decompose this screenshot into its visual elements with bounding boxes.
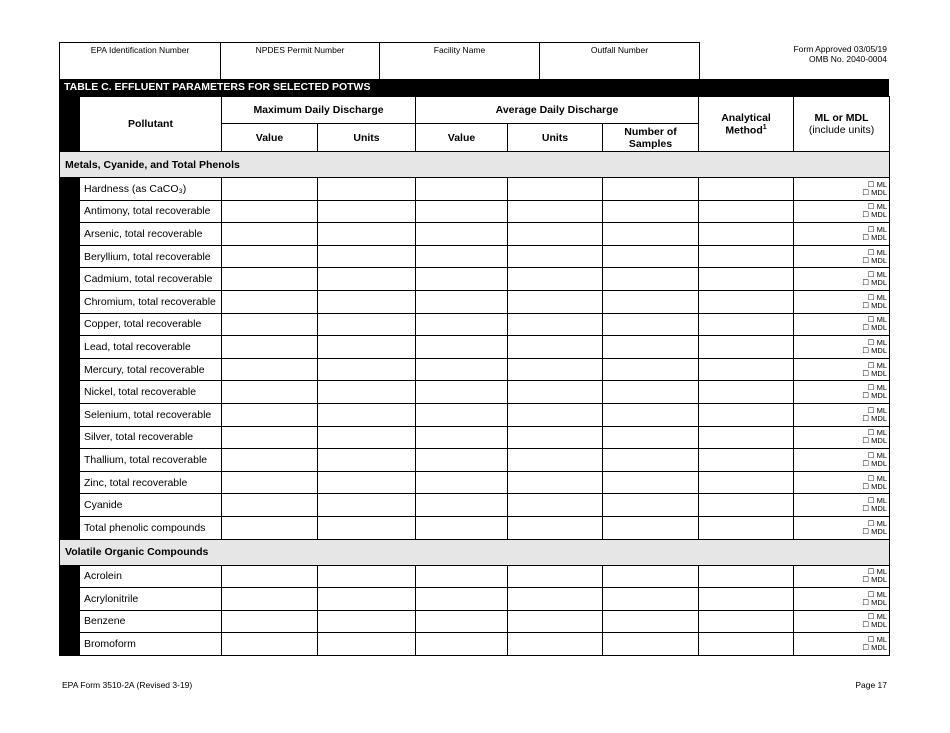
avg-units-cell[interactable] [508, 200, 603, 223]
table-row [60, 449, 890, 472]
avg-units-cell[interactable] [508, 471, 603, 494]
pollutant-name: Nickel, total recoverable [80, 381, 222, 404]
avg-units-cell[interactable] [508, 588, 603, 611]
pollutant-name: Acrolein [80, 565, 222, 588]
facility-name-field[interactable] [380, 43, 540, 80]
max-value-cell[interactable] [222, 565, 318, 588]
table-row [60, 200, 890, 223]
npdes-permit-label: NPDES Permit Number [255, 45, 345, 55]
max-value-cell[interactable] [222, 223, 318, 246]
max-units-cell[interactable] [318, 471, 416, 494]
ml-mdl-cell [794, 588, 890, 611]
mdl-checkbox[interactable]: ☐ MDL [862, 575, 888, 585]
pollutant-name: Antimony, total recoverable [80, 200, 222, 223]
ml-mdl-cell [794, 565, 890, 588]
ml-mdl-cell [794, 178, 890, 201]
analytical-method-cell[interactable] [699, 610, 794, 633]
num-samples-header [603, 124, 699, 152]
num-samples-cell[interactable] [603, 494, 699, 517]
mdl-checkbox[interactable]: ☐ MDL [862, 300, 888, 310]
pollutant-name: Chromium, total recoverable [80, 290, 222, 313]
num-samples-cell[interactable] [603, 449, 699, 472]
ml-checkbox[interactable]: ☐ ML [867, 337, 888, 347]
table-row [60, 426, 890, 449]
table-row [60, 290, 890, 313]
avg-value-cell[interactable] [416, 200, 508, 223]
pollutant-name: Hardness (as CaCO₃) [80, 178, 222, 201]
table-row [60, 381, 890, 404]
ml-checkbox[interactable]: ☐ ML [867, 315, 888, 325]
avg-units-cell[interactable] [508, 633, 603, 656]
page-number: Page 17 [855, 680, 887, 690]
epa-id-label: EPA Identification Number [90, 45, 190, 55]
ml-mdl-cell [794, 381, 890, 404]
analytical-method-cell[interactable] [699, 471, 794, 494]
ml-checkbox[interactable]: ☐ ML [867, 428, 888, 438]
avg-value-cell[interactable] [416, 565, 508, 588]
avg-value-cell[interactable] [416, 313, 508, 336]
row-black-bar [60, 403, 80, 426]
max-value-cell[interactable] [222, 494, 318, 517]
num-samples-cell[interactable] [603, 268, 699, 291]
ml-checkbox[interactable]: ☐ ML [867, 635, 888, 645]
ml-checkbox[interactable]: ☐ ML [867, 496, 888, 506]
avg-units-cell[interactable] [508, 313, 603, 336]
max-units-cell[interactable] [318, 268, 416, 291]
ml-checkbox[interactable]: ☐ ML [867, 589, 888, 599]
ml-checkbox[interactable]: ☐ ML [867, 202, 888, 212]
max-units-cell[interactable] [318, 200, 416, 223]
analytical-method-cell[interactable] [699, 516, 794, 539]
avg-units-cell[interactable] [508, 223, 603, 246]
ml-checkbox[interactable]: ☐ ML [867, 405, 888, 415]
table-row [60, 565, 890, 588]
table-row [60, 403, 890, 426]
mdl-checkbox[interactable]: ☐ MDL [862, 323, 888, 333]
analytical-method-cell[interactable] [699, 223, 794, 246]
mdl-checkbox[interactable]: ☐ MDL [862, 255, 888, 265]
ml-checkbox[interactable]: ☐ ML [867, 179, 888, 189]
max-value-cell[interactable] [222, 313, 318, 336]
num-samples-cell[interactable] [603, 200, 699, 223]
section-row [60, 152, 890, 178]
include-units-label: (include units) [808, 124, 875, 136]
table-body [60, 152, 890, 656]
avg-daily-discharge-header: Average Daily Discharge [416, 97, 699, 124]
ml-checkbox[interactable]: ☐ ML [867, 473, 888, 483]
max-value-cell[interactable] [222, 336, 318, 359]
table-row [60, 336, 890, 359]
max-value-cell[interactable] [222, 633, 318, 656]
avg-value-cell[interactable] [416, 633, 508, 656]
table-row [60, 245, 890, 268]
avg-units-cell[interactable] [508, 358, 603, 381]
max-value-cell[interactable] [222, 358, 318, 381]
num-samples-cell[interactable] [603, 426, 699, 449]
num-samples-cell[interactable] [603, 178, 699, 201]
epa-id-field[interactable] [60, 43, 221, 80]
mdl-checkbox[interactable]: ☐ MDL [862, 345, 888, 355]
row-black-bar [60, 178, 80, 201]
table-row [60, 223, 890, 246]
row-black-bar [60, 336, 80, 359]
analytical-method-cell[interactable] [699, 381, 794, 404]
ml-mdl-label: ML or MDL [814, 112, 869, 124]
avg-units-cell[interactable] [508, 245, 603, 268]
section-row [60, 539, 890, 565]
pollutant-name: Arsenic, total recoverable [80, 223, 222, 246]
max-value-cell[interactable] [222, 588, 318, 611]
max-value-cell[interactable] [222, 178, 318, 201]
analytical-method-cell[interactable] [699, 290, 794, 313]
mdl-checkbox[interactable]: ☐ MDL [862, 526, 888, 536]
max-units-cell[interactable] [318, 178, 416, 201]
avg-units-cell[interactable] [508, 290, 603, 313]
avg-units-cell[interactable] [508, 336, 603, 359]
avg-value-cell[interactable] [416, 403, 508, 426]
table-row [60, 471, 890, 494]
table-title: TABLE C. EFFLUENT PARAMETERS FOR SELECTED POTWS [59, 79, 889, 96]
pollutant-name: Mercury, total recoverable [80, 358, 222, 381]
ml-mdl-cell [794, 610, 890, 633]
num-samples-cell[interactable] [603, 336, 699, 359]
ml-mdl-cell [794, 358, 890, 381]
form-approved-date: Form Approved 03/05/19 [793, 44, 887, 54]
max-units-cell[interactable] [318, 610, 416, 633]
max-value-cell[interactable] [222, 290, 318, 313]
row-black-bar [60, 588, 80, 611]
avg-value-cell[interactable] [416, 268, 508, 291]
npdes-permit-field[interactable] [221, 43, 380, 80]
max-value-cell[interactable] [222, 268, 318, 291]
omb-number: OMB No. 2040-0004 [809, 54, 887, 64]
ml-mdl-cell [794, 290, 890, 313]
identification-header [59, 42, 700, 80]
table-row [60, 313, 890, 336]
max-units-cell[interactable] [318, 358, 416, 381]
row-black-bar [60, 290, 80, 313]
ml-checkbox[interactable]: ☐ ML [867, 224, 888, 234]
row-black-bar [60, 313, 80, 336]
analytical-method-cell[interactable] [699, 245, 794, 268]
pollutant-name: Cyanide [80, 494, 222, 517]
ml-mdl-cell [794, 633, 890, 656]
pollutant-name: Bromoform [80, 633, 222, 656]
avg-value-cell[interactable] [416, 358, 508, 381]
pollutant-name: Lead, total recoverable [80, 336, 222, 359]
avg-value-cell[interactable] [416, 471, 508, 494]
mdl-checkbox[interactable]: ☐ MDL [862, 278, 888, 288]
max-units-cell[interactable] [318, 426, 416, 449]
avg-value-cell[interactable] [416, 494, 508, 517]
avg-units-cell[interactable] [508, 610, 603, 633]
avg-value-cell[interactable] [416, 336, 508, 359]
ml-mdl-cell [794, 449, 890, 472]
mdl-checkbox[interactable]: ☐ MDL [862, 368, 888, 378]
ml-mdl-cell [794, 223, 890, 246]
table-row [60, 588, 890, 611]
max-value-cell[interactable] [222, 426, 318, 449]
analytical-method-cell[interactable] [699, 633, 794, 656]
avg-units-cell[interactable] [508, 516, 603, 539]
row-black-bar [60, 426, 80, 449]
pollutant-name: Total phenolic compounds [80, 516, 222, 539]
analytical-method-cell[interactable] [699, 336, 794, 359]
mdl-checkbox[interactable]: ☐ MDL [862, 413, 888, 423]
max-units-header: Units [318, 124, 416, 152]
avg-units-cell[interactable] [508, 565, 603, 588]
avg-value-cell[interactable] [416, 610, 508, 633]
avg-value-cell[interactable] [416, 381, 508, 404]
ml-mdl-cell [794, 313, 890, 336]
max-units-cell[interactable] [318, 565, 416, 588]
max-units-cell[interactable] [318, 449, 416, 472]
analytical-label: Analytical [721, 111, 771, 124]
pollutant-name: Beryllium, total recoverable [80, 245, 222, 268]
num-samples-line1: Number of [624, 125, 677, 138]
max-value-cell[interactable] [222, 245, 318, 268]
outfall-number-field[interactable] [540, 43, 700, 80]
form-id: EPA Form 3510-2A (Revised 3-19) [62, 680, 193, 690]
avg-value-cell[interactable] [416, 426, 508, 449]
row-black-bar [60, 516, 80, 539]
analytical-method-cell[interactable] [699, 426, 794, 449]
max-units-cell[interactable] [318, 516, 416, 539]
avg-value-cell[interactable] [416, 178, 508, 201]
max-units-cell[interactable] [318, 313, 416, 336]
mdl-checkbox[interactable]: ☐ MDL [862, 232, 888, 242]
section-title: Volatile Organic Compounds [60, 539, 890, 565]
avg-units-cell[interactable] [508, 268, 603, 291]
row-black-bar [60, 471, 80, 494]
ml-mdl-cell [794, 268, 890, 291]
ml-mdl-cell [794, 471, 890, 494]
num-samples-cell[interactable] [603, 403, 699, 426]
pollutant-name: Copper, total recoverable [80, 313, 222, 336]
ml-checkbox[interactable]: ☐ ML [867, 450, 888, 460]
num-samples-cell[interactable] [603, 588, 699, 611]
mdl-checkbox[interactable]: ☐ MDL [862, 187, 888, 197]
num-samples-cell[interactable] [603, 313, 699, 336]
avg-value-cell[interactable] [416, 223, 508, 246]
pollutant-name: Silver, total recoverable [80, 426, 222, 449]
method-label: Method [725, 124, 763, 137]
analytical-method-cell[interactable] [699, 565, 794, 588]
method-footnote: 1 [762, 123, 767, 131]
ml-checkbox[interactable]: ☐ ML [867, 383, 888, 393]
avg-units-cell[interactable] [508, 178, 603, 201]
mdl-checkbox[interactable]: ☐ MDL [862, 391, 888, 401]
ml-checkbox[interactable]: ☐ ML [867, 612, 888, 622]
table-row [60, 633, 890, 656]
num-samples-line2: Samples [628, 137, 673, 150]
num-samples-cell[interactable] [603, 633, 699, 656]
row-black-bar [60, 381, 80, 404]
num-samples-cell[interactable] [603, 471, 699, 494]
ml-mdl-cell [794, 245, 890, 268]
row-black-bar [60, 633, 80, 656]
pollutant-header: Pollutant [80, 97, 222, 152]
form-approval-info [793, 44, 887, 64]
avg-value-header: Value [416, 124, 508, 152]
ml-mdl-cell [794, 200, 890, 223]
avg-units-header: Units [508, 124, 603, 152]
mdl-checkbox[interactable]: ☐ MDL [862, 597, 888, 607]
max-value-cell[interactable] [222, 516, 318, 539]
ml-checkbox[interactable]: ☐ ML [867, 567, 888, 577]
ml-mdl-cell [794, 516, 890, 539]
num-samples-cell[interactable] [603, 358, 699, 381]
table-row [60, 516, 890, 539]
avg-value-cell[interactable] [416, 588, 508, 611]
max-value-cell[interactable] [222, 610, 318, 633]
mdl-checkbox[interactable]: ☐ MDL [862, 481, 888, 491]
num-samples-cell[interactable] [603, 610, 699, 633]
ml-mdl-cell [794, 426, 890, 449]
avg-units-cell[interactable] [508, 403, 603, 426]
pollutant-name: Cadmium, total recoverable [80, 268, 222, 291]
ml-checkbox[interactable]: ☐ ML [867, 292, 888, 302]
analytical-method-cell[interactable] [699, 588, 794, 611]
max-units-cell[interactable] [318, 245, 416, 268]
row-black-bar [60, 358, 80, 381]
row-black-bar [60, 200, 80, 223]
table-row [60, 178, 890, 201]
effluent-parameters-table [59, 96, 890, 656]
num-samples-cell[interactable] [603, 290, 699, 313]
table-row [60, 358, 890, 381]
analytical-method-header [699, 97, 794, 152]
max-units-cell[interactable] [318, 494, 416, 517]
analytical-method-cell[interactable] [699, 313, 794, 336]
avg-units-cell[interactable] [508, 494, 603, 517]
header-black-bar [60, 97, 80, 152]
max-units-cell[interactable] [318, 403, 416, 426]
analytical-method-cell[interactable] [699, 403, 794, 426]
analytical-method-cell[interactable] [699, 494, 794, 517]
pollutant-name: Zinc, total recoverable [80, 471, 222, 494]
avg-value-cell[interactable] [416, 516, 508, 539]
ml-checkbox[interactable]: ☐ ML [867, 518, 888, 528]
mdl-checkbox[interactable]: ☐ MDL [862, 458, 888, 468]
row-black-bar [60, 610, 80, 633]
max-units-cell[interactable] [318, 336, 416, 359]
mdl-checkbox[interactable]: ☐ MDL [862, 504, 888, 514]
max-units-cell[interactable] [318, 588, 416, 611]
mdl-checkbox[interactable]: ☐ MDL [862, 436, 888, 446]
section-title: Metals, Cyanide, and Total Phenols [60, 152, 890, 178]
avg-units-cell[interactable] [508, 381, 603, 404]
max-value-cell[interactable] [222, 403, 318, 426]
row-black-bar [60, 565, 80, 588]
max-daily-discharge-header: Maximum Daily Discharge [222, 97, 416, 124]
max-units-cell[interactable] [318, 633, 416, 656]
max-value-cell[interactable] [222, 471, 318, 494]
analytical-method-cell[interactable] [699, 200, 794, 223]
num-samples-cell[interactable] [603, 223, 699, 246]
max-value-cell[interactable] [222, 200, 318, 223]
row-black-bar [60, 449, 80, 472]
row-black-bar [60, 245, 80, 268]
mdl-checkbox[interactable]: ☐ MDL [862, 643, 888, 653]
max-units-cell[interactable] [318, 381, 416, 404]
analytical-method-cell[interactable] [699, 268, 794, 291]
analytical-method-cell[interactable] [699, 178, 794, 201]
row-black-bar [60, 223, 80, 246]
row-black-bar [60, 268, 80, 291]
row-black-bar [60, 494, 80, 517]
ml-mdl-cell [794, 403, 890, 426]
avg-units-cell[interactable] [508, 426, 603, 449]
ml-checkbox[interactable]: ☐ ML [867, 247, 888, 257]
ml-checkbox[interactable]: ☐ ML [867, 360, 888, 370]
max-units-cell[interactable] [318, 223, 416, 246]
table-row [60, 268, 890, 291]
outfall-number-label: Outfall Number [590, 45, 649, 55]
ml-checkbox[interactable]: ☐ ML [867, 270, 888, 280]
num-samples-cell[interactable] [603, 565, 699, 588]
pollutant-name: Benzene [80, 610, 222, 633]
num-samples-cell[interactable] [603, 381, 699, 404]
max-value-cell[interactable] [222, 449, 318, 472]
ml-mdl-header [794, 97, 890, 152]
mdl-checkbox[interactable]: ☐ MDL [862, 210, 888, 220]
max-value-cell[interactable] [222, 381, 318, 404]
avg-value-cell[interactable] [416, 449, 508, 472]
num-samples-cell[interactable] [603, 245, 699, 268]
pollutant-name: Selenium, total recoverable [80, 403, 222, 426]
table-row [60, 610, 890, 633]
avg-value-cell[interactable] [416, 290, 508, 313]
max-units-cell[interactable] [318, 290, 416, 313]
ml-mdl-cell [794, 336, 890, 359]
pollutant-name: Acrylonitrile [80, 588, 222, 611]
pollutant-name: Thallium, total recoverable [80, 449, 222, 472]
avg-value-cell[interactable] [416, 245, 508, 268]
table-row [60, 494, 890, 517]
analytical-method-cell[interactable] [699, 449, 794, 472]
max-value-header: Value [222, 124, 318, 152]
analytical-method-cell[interactable] [699, 358, 794, 381]
num-samples-cell[interactable] [603, 516, 699, 539]
mdl-checkbox[interactable]: ☐ MDL [862, 620, 888, 630]
facility-name-label: Facility Name [433, 45, 486, 55]
ml-mdl-cell [794, 494, 890, 517]
avg-units-cell[interactable] [508, 449, 603, 472]
